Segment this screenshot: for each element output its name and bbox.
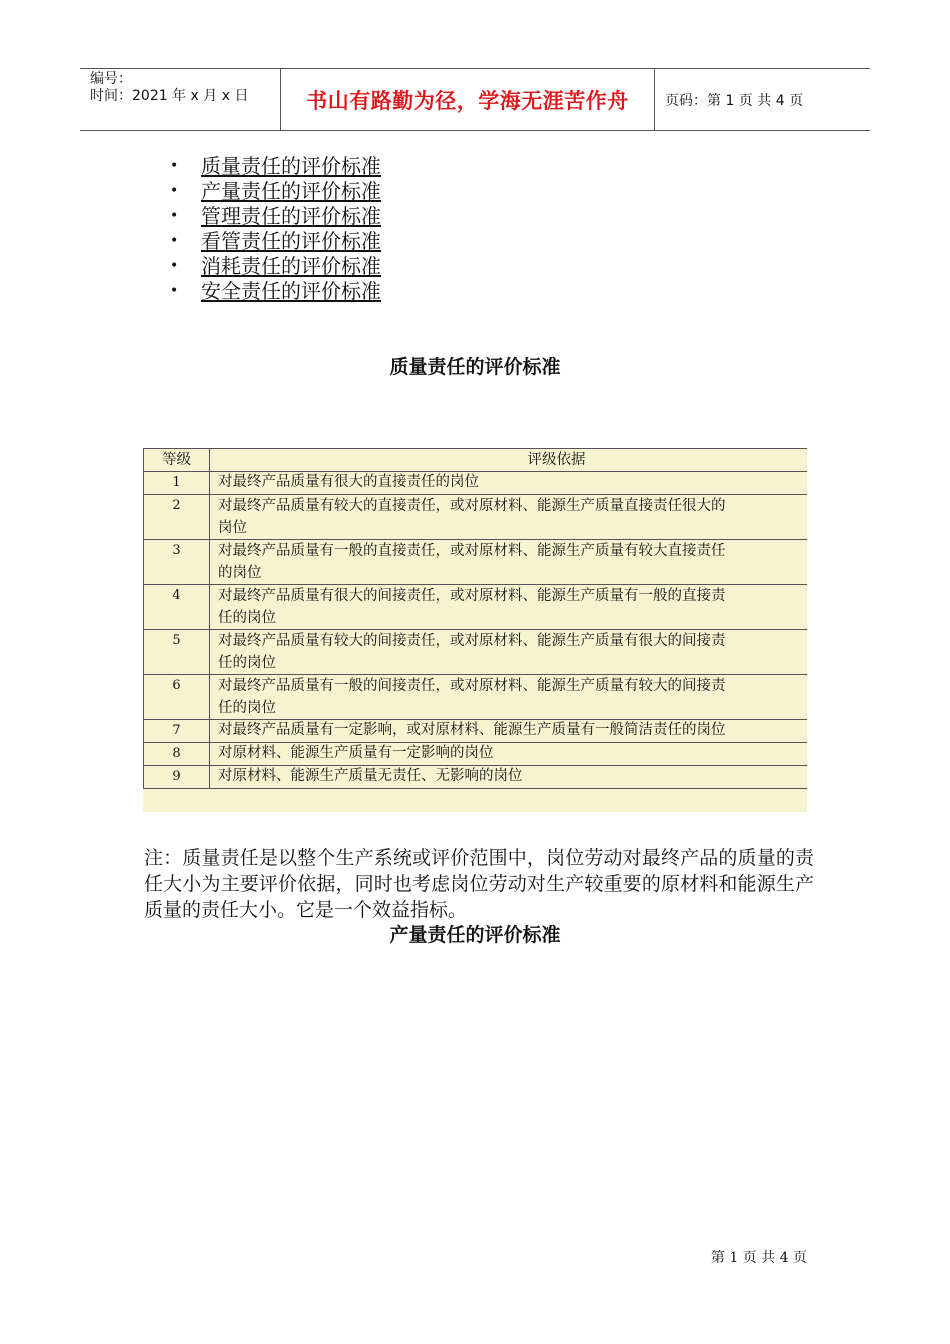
toc-link-safety[interactable]: 安全责任的评价标准 (201, 279, 381, 303)
date-label: 时间：2021 年 x 月 x 日 (90, 88, 249, 104)
row-basis (210, 720, 808, 743)
row-basis (210, 675, 808, 720)
table-header-row (144, 449, 808, 472)
bullet-icon: • (170, 258, 179, 274)
row-basis-line: 的岗位 (218, 565, 262, 581)
doc-number-label: 编号： (90, 71, 132, 87)
table-row (144, 720, 808, 743)
quality-note: 注：质量责任是以整个生产系统或评价范围中，岗位劳动对最终产品的质量的责任大小为主要评价依据，同时也考虑岗位劳动对生产较重要的原材料和能源生产质量的责任大小。它是一个效益指标。 (144, 847, 814, 921)
toc-item (170, 229, 381, 254)
row-level: 9 (144, 766, 210, 789)
table-row (144, 675, 808, 720)
bullet-icon: • (170, 283, 179, 299)
row-level: 2 (144, 495, 210, 540)
row-basis-line: 对原材料、能源生产质量有一定影响的岗位 (218, 745, 494, 761)
row-level: 7 (144, 720, 210, 743)
header-level: 等级 (144, 449, 210, 472)
row-basis-line: 对最终产品质量有一般的直接责任，或对原材料、能源生产质量有较大直接责任 (218, 543, 726, 559)
row-basis (210, 540, 808, 585)
row-basis (210, 766, 808, 789)
row-basis (210, 585, 808, 630)
table-row (144, 766, 808, 789)
row-basis-line: 岗位 (218, 520, 247, 536)
row-basis (210, 630, 808, 675)
row-level: 1 (144, 472, 210, 495)
bullet-icon: • (170, 208, 179, 224)
table-row (144, 743, 808, 766)
row-basis-line: 对最终产品质量有较大的间接责任，或对原材料、能源生产质量有很大的间接责 (218, 633, 726, 649)
row-level: 6 (144, 675, 210, 720)
row-basis (210, 472, 808, 495)
toc-item (170, 279, 381, 304)
toc-item (170, 179, 381, 204)
row-basis-line: 对最终产品质量有一定影响，或对原材料、能源生产质量有一般简洁责任的岗位 (218, 722, 726, 738)
row-basis-line: 任的岗位 (218, 610, 276, 626)
table-row (144, 630, 808, 675)
row-basis (210, 743, 808, 766)
row-basis-line: 对最终产品质量有很大的间接责任，或对原材料、能源生产质量有一般的直接责 (218, 588, 726, 604)
row-basis-line: 任的岗位 (218, 655, 276, 671)
table-row (144, 540, 808, 585)
motto-text: 书山有路勤为径，学海无涯苦作舟 (306, 88, 629, 113)
row-basis-line: 对最终产品质量有很大的直接责任的岗位 (218, 474, 479, 490)
bullet-icon: • (170, 233, 179, 249)
page-header (80, 68, 870, 131)
section-title-output: 产量责任的评价标准 (389, 924, 561, 946)
toc-list (170, 154, 381, 304)
grade-table (143, 448, 807, 789)
table-row (144, 585, 808, 630)
bullet-icon: • (170, 183, 179, 199)
toc-link-management[interactable]: 管理责任的评价标准 (201, 204, 381, 228)
header-meta (80, 69, 281, 130)
row-level: 4 (144, 585, 210, 630)
header-page-info (655, 69, 870, 130)
footer-page-number: 第 1 页 共 4 页 (710, 1250, 807, 1266)
row-level: 3 (144, 540, 210, 585)
row-level: 8 (144, 743, 210, 766)
toc-item (170, 204, 381, 229)
row-basis-line: 对最终产品质量有较大的直接责任，或对原材料、能源生产质量直接责任很大的 (218, 498, 726, 514)
grade-table-container (143, 448, 807, 812)
table-row (144, 472, 808, 495)
row-basis (210, 495, 808, 540)
toc-link-custody[interactable]: 看管责任的评价标准 (201, 229, 381, 253)
page-info-text: 页码：第 1 页 共 4 页 (665, 92, 804, 109)
row-basis-line: 任的岗位 (218, 700, 276, 716)
toc-item (170, 254, 381, 279)
row-basis-line: 对最终产品质量有一般的间接责任，或对原材料、能源生产质量有较大的间接责 (218, 678, 726, 694)
row-basis-line: 对原材料、能源生产质量无责任、无影响的岗位 (218, 768, 523, 784)
toc-link-consumption[interactable]: 消耗责任的评价标准 (201, 254, 381, 278)
table-row (144, 495, 808, 540)
row-level: 5 (144, 630, 210, 675)
bullet-icon: • (170, 158, 179, 174)
section-title-quality: 质量责任的评价标准 (389, 356, 561, 378)
toc-link-output[interactable]: 产量责任的评价标准 (201, 179, 381, 203)
header-motto-cell (281, 69, 655, 130)
header-basis: 评级依据 (210, 449, 808, 472)
toc-link-quality[interactable]: 质量责任的评价标准 (201, 154, 381, 178)
toc-item (170, 154, 381, 179)
